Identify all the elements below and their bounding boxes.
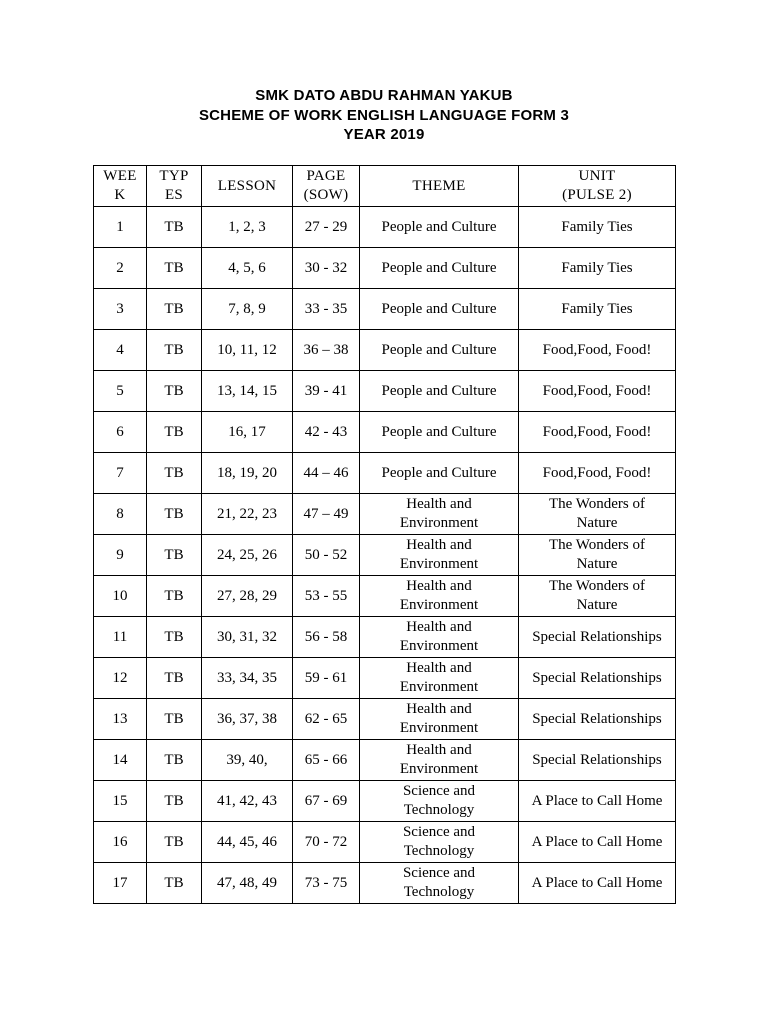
document-year: YEAR 2019 xyxy=(343,126,425,143)
cell-week: 12 xyxy=(94,658,147,699)
cell-lesson: 13, 14, 15 xyxy=(202,371,293,412)
cell-lesson: 18, 19, 20 xyxy=(202,453,293,494)
cell-type: TB xyxy=(147,207,202,248)
table-row xyxy=(94,699,676,740)
cell-week: 17 xyxy=(94,863,147,904)
cell-week: 5 xyxy=(94,371,147,412)
cell-type: TB xyxy=(147,863,202,904)
cell-page: 62 - 65 xyxy=(293,699,360,740)
cell-theme: Science and Technology xyxy=(360,863,519,904)
cell-type: TB xyxy=(147,740,202,781)
cell-unit: Food,Food, Food! xyxy=(519,453,676,494)
cell-lesson: 47, 48, 49 xyxy=(202,863,293,904)
table-row xyxy=(94,576,676,617)
cell-week: 10 xyxy=(94,576,147,617)
cell-week: 8 xyxy=(94,494,147,535)
cell-unit: A Place to Call Home xyxy=(519,863,676,904)
cell-page: 67 - 69 xyxy=(293,781,360,822)
table-row xyxy=(94,494,676,535)
cell-unit: Special Relationships xyxy=(519,699,676,740)
table-row xyxy=(94,617,676,658)
cell-lesson: 21, 22, 23 xyxy=(202,494,293,535)
table-row xyxy=(94,740,676,781)
document-heading xyxy=(0,86,768,145)
cell-page: 50 - 52 xyxy=(293,535,360,576)
cell-week: 16 xyxy=(94,822,147,863)
cell-theme: Health and Environment xyxy=(360,576,519,617)
cell-lesson: 10, 11, 12 xyxy=(202,330,293,371)
cell-week: 4 xyxy=(94,330,147,371)
cell-unit: The Wonders of Nature xyxy=(519,576,676,617)
cell-lesson: 41, 42, 43 xyxy=(202,781,293,822)
cell-week: 15 xyxy=(94,781,147,822)
cell-unit: The Wonders of Nature xyxy=(519,494,676,535)
cell-type: TB xyxy=(147,248,202,289)
cell-theme: People and Culture xyxy=(360,371,519,412)
cell-week: 9 xyxy=(94,535,147,576)
cell-lesson: 39, 40, xyxy=(202,740,293,781)
table-row xyxy=(94,453,676,494)
cell-week: 13 xyxy=(94,699,147,740)
cell-theme: Science and Technology xyxy=(360,781,519,822)
cell-unit: Special Relationships xyxy=(519,658,676,699)
table-row xyxy=(94,248,676,289)
cell-type: TB xyxy=(147,822,202,863)
cell-week: 14 xyxy=(94,740,147,781)
cell-theme: Health and Environment xyxy=(360,535,519,576)
cell-theme: Health and Environment xyxy=(360,494,519,535)
cell-unit: Food,Food, Food! xyxy=(519,371,676,412)
cell-lesson: 33, 34, 35 xyxy=(202,658,293,699)
scheme-of-work-table xyxy=(93,165,676,904)
table-row xyxy=(94,822,676,863)
cell-week: 2 xyxy=(94,248,147,289)
column-header-week: WEE K xyxy=(94,166,147,207)
table-header xyxy=(94,166,676,207)
cell-page: 39 - 41 xyxy=(293,371,360,412)
cell-unit: The Wonders of Nature xyxy=(519,535,676,576)
cell-lesson: 30, 31, 32 xyxy=(202,617,293,658)
cell-theme: Science and Technology xyxy=(360,822,519,863)
cell-lesson: 7, 8, 9 xyxy=(202,289,293,330)
cell-theme: Health and Environment xyxy=(360,699,519,740)
table-row xyxy=(94,330,676,371)
cell-page: 30 - 32 xyxy=(293,248,360,289)
cell-unit: Food,Food, Food! xyxy=(519,330,676,371)
cell-week: 7 xyxy=(94,453,147,494)
cell-lesson: 4, 5, 6 xyxy=(202,248,293,289)
cell-type: TB xyxy=(147,576,202,617)
cell-lesson: 44, 45, 46 xyxy=(202,822,293,863)
cell-theme: Health and Environment xyxy=(360,740,519,781)
table-row xyxy=(94,412,676,453)
cell-theme: People and Culture xyxy=(360,330,519,371)
cell-type: TB xyxy=(147,412,202,453)
cell-lesson: 16, 17 xyxy=(202,412,293,453)
cell-type: TB xyxy=(147,617,202,658)
table-body xyxy=(94,207,676,904)
cell-unit: A Place to Call Home xyxy=(519,822,676,863)
cell-unit: Family Ties xyxy=(519,289,676,330)
cell-type: TB xyxy=(147,371,202,412)
cell-type: TB xyxy=(147,699,202,740)
cell-page: 73 - 75 xyxy=(293,863,360,904)
cell-lesson: 1, 2, 3 xyxy=(202,207,293,248)
cell-page: 56 - 58 xyxy=(293,617,360,658)
column-header-types: TYP ES xyxy=(147,166,202,207)
cell-type: TB xyxy=(147,289,202,330)
cell-type: TB xyxy=(147,781,202,822)
column-header-page: PAGE (SOW) xyxy=(293,166,360,207)
cell-theme: Health and Environment xyxy=(360,658,519,699)
cell-theme: People and Culture xyxy=(360,453,519,494)
cell-week: 3 xyxy=(94,289,147,330)
cell-page: 70 - 72 xyxy=(293,822,360,863)
cell-page: 27 - 29 xyxy=(293,207,360,248)
cell-unit: Family Ties xyxy=(519,248,676,289)
cell-theme: People and Culture xyxy=(360,289,519,330)
cell-page: 44 – 46 xyxy=(293,453,360,494)
cell-type: TB xyxy=(147,535,202,576)
cell-page: 33 - 35 xyxy=(293,289,360,330)
cell-type: TB xyxy=(147,453,202,494)
cell-page: 65 - 66 xyxy=(293,740,360,781)
cell-week: 11 xyxy=(94,617,147,658)
cell-unit: Food,Food, Food! xyxy=(519,412,676,453)
cell-theme: People and Culture xyxy=(360,412,519,453)
cell-lesson: 36, 37, 38 xyxy=(202,699,293,740)
cell-type: TB xyxy=(147,494,202,535)
cell-theme: People and Culture xyxy=(360,207,519,248)
cell-unit: Family Ties xyxy=(519,207,676,248)
school-name: SMK DATO ABDU RAHMAN YAKUB xyxy=(255,87,513,104)
table-row xyxy=(94,658,676,699)
cell-unit: Special Relationships xyxy=(519,740,676,781)
table-row xyxy=(94,207,676,248)
column-header-theme: THEME xyxy=(360,166,519,207)
cell-type: TB xyxy=(147,658,202,699)
cell-unit: A Place to Call Home xyxy=(519,781,676,822)
table-header-row xyxy=(94,166,676,207)
cell-lesson: 27, 28, 29 xyxy=(202,576,293,617)
document-title: SCHEME OF WORK ENGLISH LANGUAGE FORM 3 xyxy=(198,106,570,124)
cell-page: 42 - 43 xyxy=(293,412,360,453)
table-row xyxy=(94,535,676,576)
cell-type: TB xyxy=(147,330,202,371)
cell-lesson: 24, 25, 26 xyxy=(202,535,293,576)
column-header-unit: UNIT (PULSE 2) xyxy=(519,166,676,207)
table-row xyxy=(94,371,676,412)
table-row xyxy=(94,781,676,822)
table-row xyxy=(94,863,676,904)
column-header-lesson: LESSON xyxy=(202,166,293,207)
cell-page: 53 - 55 xyxy=(293,576,360,617)
cell-theme: People and Culture xyxy=(360,248,519,289)
cell-unit: Special Relationships xyxy=(519,617,676,658)
cell-week: 6 xyxy=(94,412,147,453)
cell-page: 47 – 49 xyxy=(293,494,360,535)
cell-page: 36 – 38 xyxy=(293,330,360,371)
cell-page: 59 - 61 xyxy=(293,658,360,699)
table-row xyxy=(94,289,676,330)
cell-theme: Health and Environment xyxy=(360,617,519,658)
cell-week: 1 xyxy=(94,207,147,248)
